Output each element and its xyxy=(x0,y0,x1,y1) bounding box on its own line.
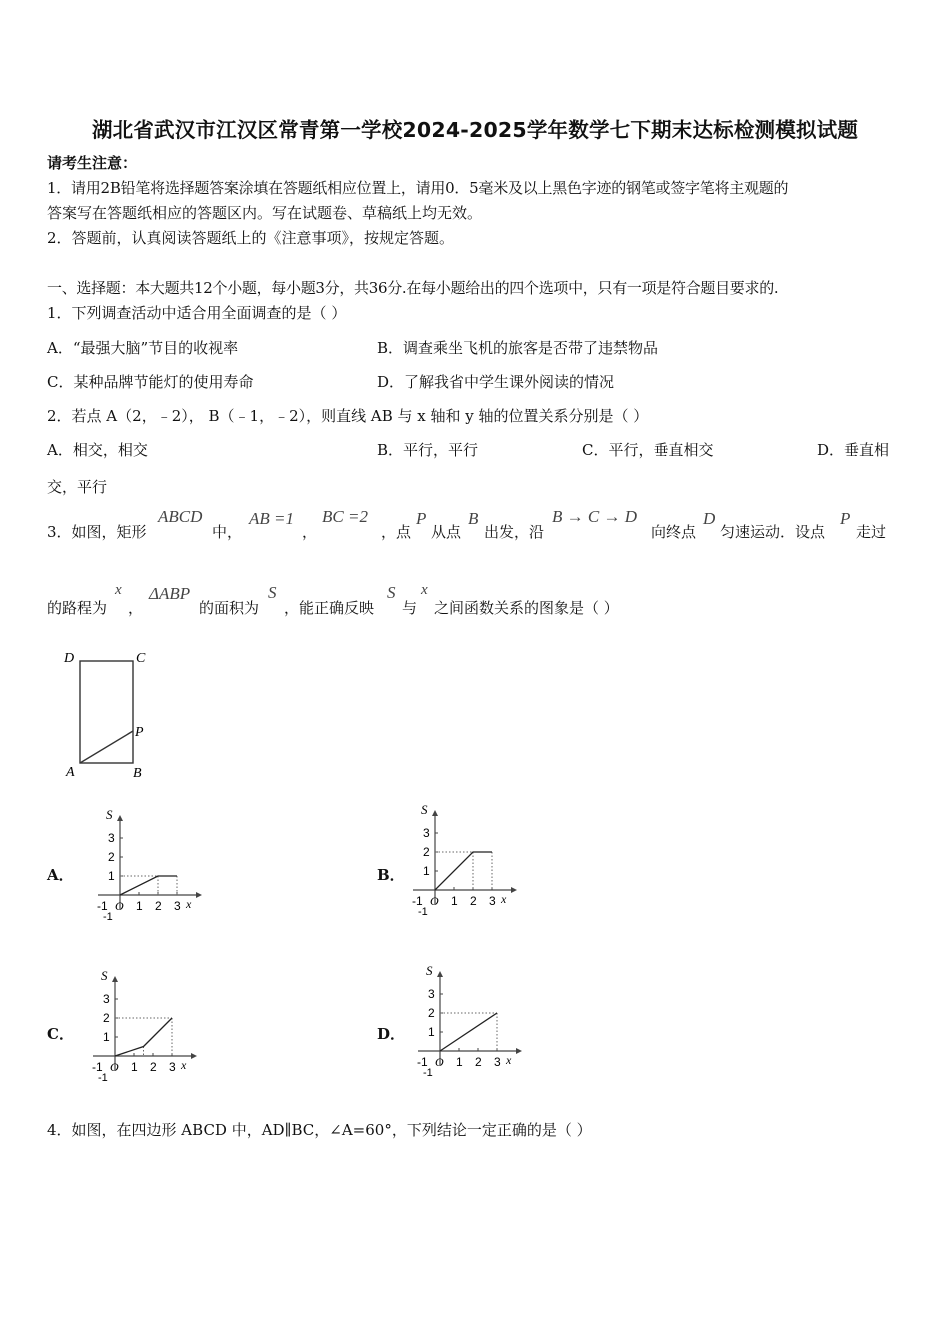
graph-option-a xyxy=(90,805,205,920)
x-neg-label: -1 xyxy=(417,1055,428,1069)
label-b: B xyxy=(133,766,142,781)
y-tick-label: 3 xyxy=(103,992,110,1006)
q3-option-a-label: A． xyxy=(47,866,74,884)
q3-option-d-label: D． xyxy=(377,1025,406,1043)
math-d: D xyxy=(703,509,716,528)
q3-option-c-label: C． xyxy=(47,1025,74,1043)
x-neg-label: -1 xyxy=(97,899,108,913)
label-a: A xyxy=(66,765,75,780)
notice-line-1: 1．请用2B铅笔将选择题答案涂填在答题纸相应位置上，请用0．5毫米及以上黑色字迹的钢笔或签字笔将主观题的 xyxy=(47,179,789,197)
q3-option-b-label: B． xyxy=(377,866,405,884)
math-p: P xyxy=(416,509,427,528)
y-tick-label: 2 xyxy=(103,1011,110,1025)
axis-label-x: x xyxy=(501,892,507,906)
label-c: C xyxy=(136,651,146,666)
x-neg-label: -1 xyxy=(412,894,423,908)
x-axis-arrow xyxy=(191,1053,197,1059)
notice-line-3: 2．答题前，认真阅读答题纸上的《注意事项》，按规定答题。 xyxy=(47,229,455,247)
math-x: x xyxy=(115,582,122,598)
y-tick-label: 2 xyxy=(423,845,430,859)
axis-label-s: S xyxy=(426,963,433,978)
y-tick-label: 1 xyxy=(103,1030,110,1044)
q1-option-a: A．“最强大脑”节目的收视率 xyxy=(47,339,239,357)
q2-option-c: C．平行，垂直相交 xyxy=(582,441,714,459)
q1-option-b: B．调查乘坐飞机的旅客是否带了违禁物品 xyxy=(377,339,659,357)
math-bc-eq-2: BC =2 xyxy=(322,507,368,526)
function-curve xyxy=(435,852,492,890)
y-tick-label: 3 xyxy=(428,987,435,1001)
y-neg-label: -1 xyxy=(98,1072,108,1081)
y-tick-label: 3 xyxy=(108,831,115,845)
math-path-bcd: B → C → D xyxy=(552,507,637,526)
x-axis-arrow xyxy=(196,892,202,898)
x-tick-label: 1 xyxy=(136,899,143,913)
y-neg-label: -1 xyxy=(103,911,113,920)
axis-label-s: S xyxy=(106,807,113,822)
notice-line-2: 答案写在答题纸相应的答题区内。写在试题卷、草稿纸上均无效。 xyxy=(47,204,483,222)
function-curve xyxy=(120,876,177,895)
y-neg-label: -1 xyxy=(423,1067,433,1076)
origin-label: O xyxy=(435,1055,444,1069)
x-tick-label: 2 xyxy=(470,894,477,908)
x-tick-label: 3 xyxy=(489,894,496,908)
origin-label: O xyxy=(110,1060,119,1074)
axis-label-x: x xyxy=(186,897,192,911)
math-b: B xyxy=(468,509,479,528)
x-tick-label: 1 xyxy=(451,894,458,908)
x-tick-label: 1 xyxy=(456,1055,463,1069)
y-tick-label: 1 xyxy=(108,869,115,883)
y-neg-label: -1 xyxy=(418,906,428,915)
math-s2: S xyxy=(387,583,396,602)
x-tick-label: 1 xyxy=(131,1060,138,1074)
q2-option-d-continued: 交，平行 xyxy=(47,478,108,496)
math-abcd: ABCD xyxy=(158,507,203,526)
x-tick-label: 3 xyxy=(169,1060,176,1074)
x-axis-arrow xyxy=(511,887,517,893)
math-triangle-abp: ΔABP xyxy=(149,584,191,603)
y-tick-label: 1 xyxy=(423,864,430,878)
y-tick-label: 1 xyxy=(428,1025,435,1039)
page-title: 湖北省武汉市江汉区常青第一学校2024-2025学年数学七下期末达标检测模拟试题 xyxy=(91,118,859,142)
axis-label-s: S xyxy=(421,802,428,817)
y-tick-label: 3 xyxy=(423,826,430,840)
q1-stem: 1．下列调查活动中适合用全面调查的是（ ） xyxy=(47,304,347,322)
x-axis-arrow xyxy=(516,1048,522,1054)
y-tick-label: 2 xyxy=(428,1006,435,1020)
origin-label: O xyxy=(115,899,124,913)
section-heading: 一、选择题：本大题共12个小题，每小题3分，共36分.在每小题给出的四个选项中，只有一项是符合题目要求的. xyxy=(47,279,779,297)
math-ab-eq-1: AB =1 xyxy=(249,509,294,528)
segment-ap xyxy=(80,731,133,763)
x-tick-label: 2 xyxy=(150,1060,157,1074)
x-tick-label: 2 xyxy=(475,1055,482,1069)
q4-stem: 4．如图，在四边形 ABCD 中，AD∥BC，∠A=60°，下列结论一定正确的是（ ） xyxy=(47,1121,592,1139)
label-p: P xyxy=(135,725,144,740)
y-axis-arrow xyxy=(112,976,118,982)
y-axis-arrow xyxy=(432,810,438,816)
x-tick-label: 3 xyxy=(174,899,181,913)
axis-label-x: x xyxy=(506,1053,512,1067)
graph-option-b xyxy=(405,800,520,915)
rectangle-figure xyxy=(60,645,160,785)
q2-stem: 2．若点 A（2，﹣2）， B（﹣1，﹣2），则直线 AB 与 x 轴和 y 轴的位置关系分别是（ ） xyxy=(47,407,649,425)
q2-option-a: A．相交，相交 xyxy=(47,441,148,459)
x-tick-label: 2 xyxy=(155,899,162,913)
x-neg-label: -1 xyxy=(92,1060,103,1074)
graph-option-c xyxy=(85,966,200,1081)
axis-label-s: S xyxy=(101,968,108,983)
q1-option-d: D．了解我省中学生课外阅读的情况 xyxy=(377,373,615,391)
math-x2: x xyxy=(421,582,428,598)
q1-option-c: C．某种品牌节能灯的使用寿命 xyxy=(47,373,254,391)
label-d: D xyxy=(64,651,75,666)
x-tick-label: 3 xyxy=(494,1055,501,1069)
graph-option-d xyxy=(410,961,525,1076)
math-p2: P xyxy=(840,509,851,528)
axis-label-x: x xyxy=(181,1058,187,1072)
q2-option-d: D．垂直相 xyxy=(817,441,890,459)
y-tick-label: 2 xyxy=(108,850,115,864)
function-curve xyxy=(440,1013,497,1051)
notice-heading: 请考生注意： xyxy=(47,154,138,172)
origin-label: O xyxy=(430,894,439,908)
math-s: S xyxy=(268,583,277,602)
y-axis-arrow xyxy=(437,971,443,977)
y-axis-arrow xyxy=(117,815,123,821)
q2-option-b: B．平行，平行 xyxy=(377,441,479,459)
